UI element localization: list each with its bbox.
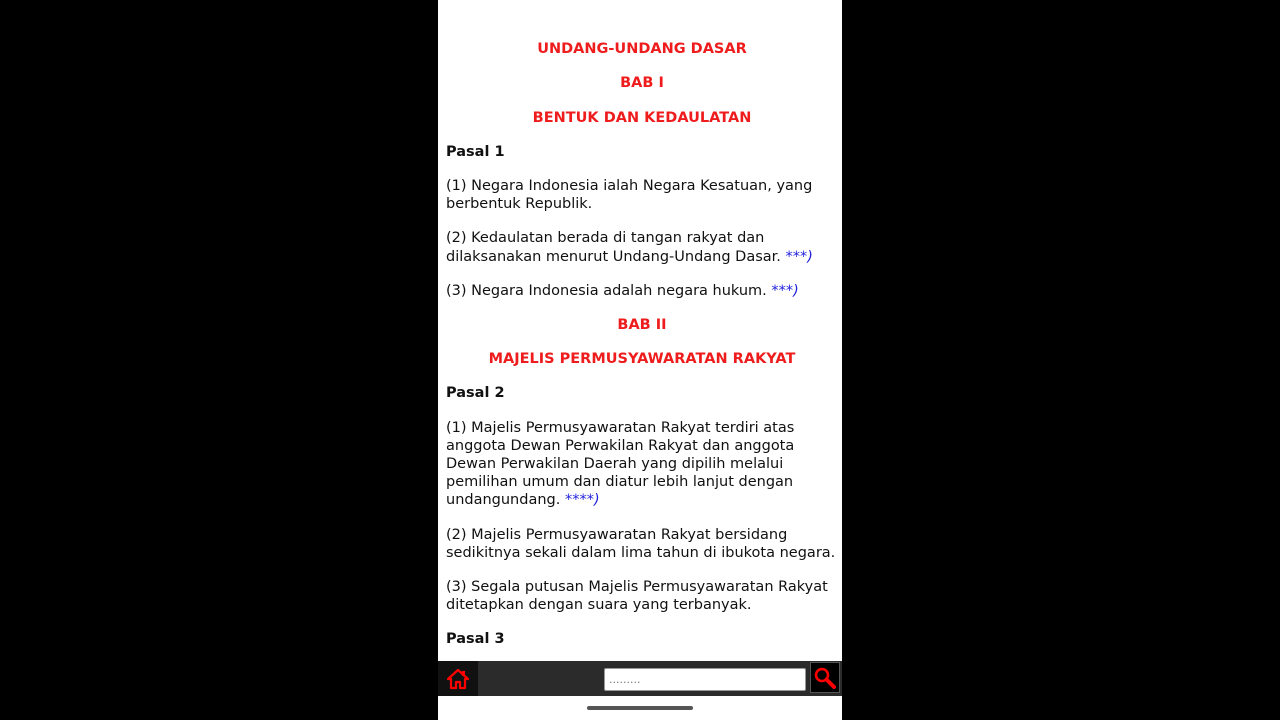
home-indicator-bar[interactable] <box>587 706 693 710</box>
section-heading: UNDANG-UNDANG DASAR <box>537 41 747 58</box>
section-heading: BENTUK DAN KEDAULATAN <box>532 109 752 126</box>
section-heading: BAB II <box>617 317 667 334</box>
search-button[interactable] <box>810 662 840 693</box>
article-title: Pasal 2 <box>446 385 505 402</box>
amendment-note-link[interactable]: ***) <box>771 282 799 299</box>
article-paragraph <box>446 419 838 510</box>
paragraph-text: (1) Negara Indonesia ialah Negara Kesatuan, yang berbentuk Republik. <box>446 178 813 213</box>
document-text <box>446 6 838 661</box>
paragraph-text: (3) Negara Indonesia adalah negara hukum. <box>446 282 767 299</box>
paragraph-text: (2) Kedaulatan berada di tangan rakyat dan dilaksanakan menurut Undang-Undang Dasar. <box>446 230 781 265</box>
paragraph-text: (1) Majelis Permusyawaratan Rakyat terdiri atas anggota Dewan Perwakilan Rakyat dan anggota Dewan Perwakilan Daerah yang dipilih melalui pemilihan umum dan diatur lebih lanjut dengan undangundang. <box>446 419 795 509</box>
status-bar <box>438 0 842 22</box>
home-icon <box>446 668 470 690</box>
article-paragraph <box>446 229 838 265</box>
phone-screen <box>438 0 842 720</box>
article-paragraph <box>446 526 838 562</box>
article-paragraph <box>446 578 838 614</box>
article-paragraph <box>446 282 838 300</box>
system-navigation-area <box>438 696 842 720</box>
amendment-note-link[interactable]: ****) <box>564 492 600 509</box>
document-viewer[interactable] <box>438 0 842 661</box>
search-input[interactable] <box>604 668 806 691</box>
home-button[interactable] <box>438 661 478 696</box>
article-title: Pasal 1 <box>446 143 505 160</box>
paragraph-text: (3) Segala putusan Majelis Permusyawaratan Rakyat ditetapkan dengan suara yang terbanyak. <box>446 579 828 614</box>
amendment-note-link[interactable]: ***) <box>785 248 813 265</box>
paragraph-text: (2) Majelis Permusyawaratan Rakyat bersidang sedikitnya sekali dalam lima tahun di ibukota negara. <box>446 526 836 561</box>
article-title: Pasal 3 <box>446 631 505 648</box>
article-paragraph <box>446 177 838 213</box>
section-heading: MAJELIS PERMUSYAWARATAN RAKYAT <box>488 351 796 368</box>
bottom-toolbar <box>438 661 842 696</box>
magnifier-icon <box>813 666 837 690</box>
section-heading: BAB I <box>620 75 664 92</box>
